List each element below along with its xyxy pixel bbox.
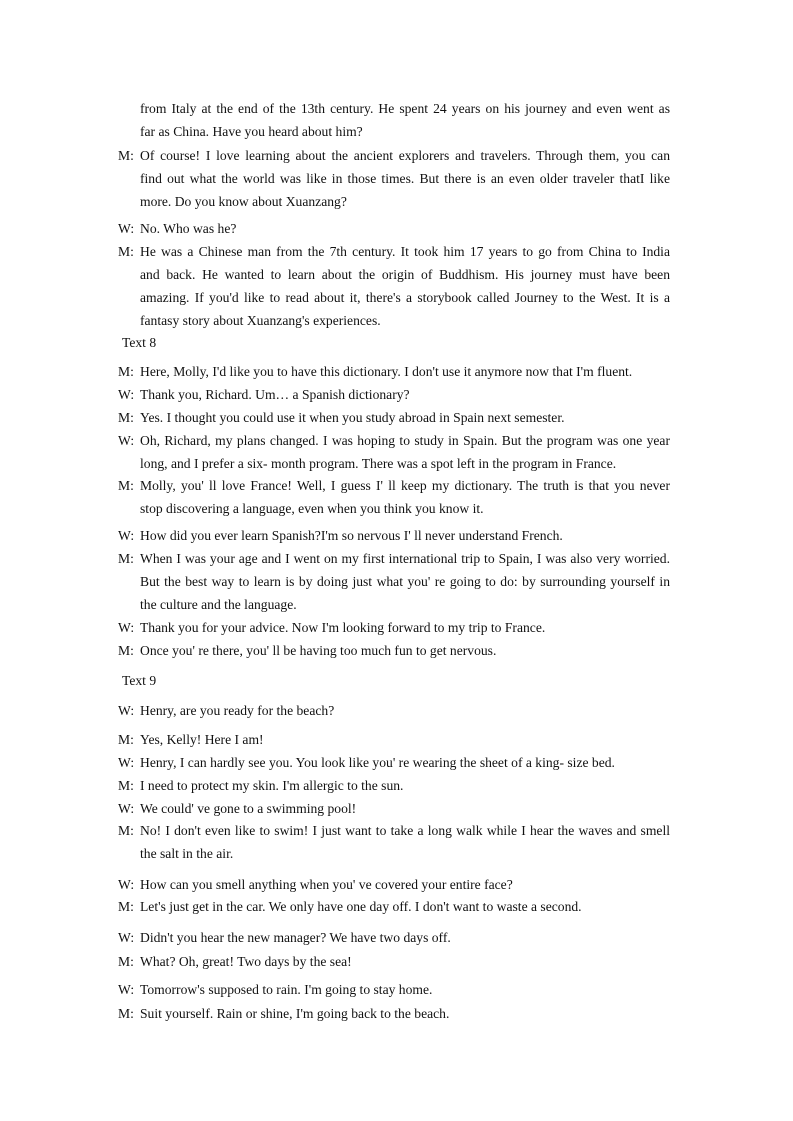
dialogue-text: No! I don't even like to swim! I just want to take a long walk while I hear the waves and smell <box>140 823 670 838</box>
speaker-label: W: <box>118 982 135 997</box>
dialogue-text: find out what the world was like in those times. But there is an even older traveler thatI like <box>140 171 670 186</box>
dialogue-text: We could' ve gone to a swimming pool! <box>140 801 357 816</box>
dialogue-text: the salt in the air. <box>140 846 234 861</box>
dialogue-text: Here, Molly, I'd like you to have this dictionary. I don't use it anymore now that I'm fluent. <box>140 364 633 379</box>
dialogue-text: No. Who was he? <box>140 221 237 236</box>
dialogue-text: Henry, are you ready for the beach? <box>140 703 335 718</box>
dialogue-text: Tomorrow's supposed to rain. I'm going to stay home. <box>140 982 433 997</box>
speaker-label: M: <box>118 778 134 793</box>
dialogue-text: Let's just get in the car. We only have one day off. I don't want to waste a second. <box>140 899 582 914</box>
speaker-label: W: <box>118 801 135 816</box>
speaker-label: M: <box>118 643 134 658</box>
dialogue-text: Thank you for your advice. Now I'm looking forward to my trip to France. <box>140 620 546 635</box>
dialogue-text: Of course! I love learning about the ancient explorers and travelers. Through them, you can <box>140 148 670 163</box>
dialogue-text: How did you ever learn Spanish?I'm so nervous I' ll never understand French. <box>140 528 563 543</box>
dialogue-text: from Italy at the end of the 13th century. He spent 24 years on his journey and even went as <box>140 101 670 116</box>
dialogue-text: more. Do you know about Xuanzang? <box>140 194 347 209</box>
dialogue-text: When I was your age and I went on my first international trip to Spain, I was also very worried. <box>140 551 670 566</box>
dialogue-text: fantasy story about Xuanzang's experiences. <box>140 313 381 328</box>
dialogue-text: Henry, I can hardly see you. You look like you' re wearing the sheet of a king- size bed. <box>140 755 615 770</box>
section-heading-text: Text 8 <box>122 335 157 350</box>
dialogue-text: long, and I prefer a six- month program. There was a spot left in the program in France. <box>140 456 617 471</box>
dialogue-text: Molly, you' ll love France! Well, I guess I' ll keep my dictionary. The truth is that you never <box>140 478 670 493</box>
speaker-label: W: <box>118 221 135 236</box>
dialogue-text: amazing. If you'd like to read about it, there's a storybook called Journey to the West. It is a <box>140 290 670 305</box>
speaker-label: M: <box>118 244 134 259</box>
speaker-label: M: <box>118 410 134 425</box>
dialogue-text: Yes, Kelly! Here I am! <box>140 732 264 747</box>
dialogue-text: But the best way to learn is by doing just what you' re going to do: by surrounding yourself in <box>140 574 670 589</box>
speaker-label: W: <box>118 930 135 945</box>
speaker-label: M: <box>118 899 134 914</box>
speaker-label: M: <box>118 551 134 566</box>
dialogue-text: and back. He wanted to learn about the origin of Buddhism. His journey must have been <box>140 267 670 282</box>
speaker-label: M: <box>118 954 134 969</box>
speaker-label: W: <box>118 877 135 892</box>
dialogue-text: the culture and the language. <box>140 597 297 612</box>
speaker-label: W: <box>118 703 135 718</box>
dialogue-text: Once you' re there, you' ll be having too much fun to get nervous. <box>140 643 497 658</box>
dialogue-text: He was a Chinese man from the 7th century. It took him 17 years to go from China to India <box>140 244 670 259</box>
dialogue-text: far as China. Have you heard about him? <box>140 124 363 139</box>
dialogue-text: How can you smell anything when you' ve covered your entire face? <box>140 877 513 892</box>
dialogue-text: stop discovering a language, even when you think you know it. <box>140 501 484 516</box>
dialogue-text: Suit yourself. Rain or shine, I'm going back to the beach. <box>140 1006 450 1021</box>
speaker-label: M: <box>118 732 134 747</box>
speaker-label: M: <box>118 148 134 163</box>
dialogue-text: Didn't you hear the new manager? We have two days off. <box>140 930 451 945</box>
speaker-label: M: <box>118 478 134 493</box>
speaker-label: M: <box>118 823 134 838</box>
dialogue-text: Thank you, Richard. Um… a Spanish dictionary? <box>140 387 410 402</box>
speaker-label: M: <box>118 1006 134 1021</box>
dialogue-text: Oh, Richard, my plans changed. I was hoping to study in Spain. But the program was one year <box>140 433 670 448</box>
section-heading-text: Text 9 <box>122 673 157 688</box>
speaker-label: M: <box>118 364 134 379</box>
speaker-label: W: <box>118 433 135 448</box>
speaker-label: W: <box>118 620 135 635</box>
dialogue-text: I need to protect my skin. I'm allergic to the sun. <box>140 778 404 793</box>
speaker-label: W: <box>118 387 135 402</box>
speaker-label: W: <box>118 755 135 770</box>
dialogue-text: What? Oh, great! Two days by the sea! <box>140 954 352 969</box>
dialogue-text: Yes. I thought you could use it when you study abroad in Spain next semester. <box>140 410 565 425</box>
speaker-label: W: <box>118 528 135 543</box>
